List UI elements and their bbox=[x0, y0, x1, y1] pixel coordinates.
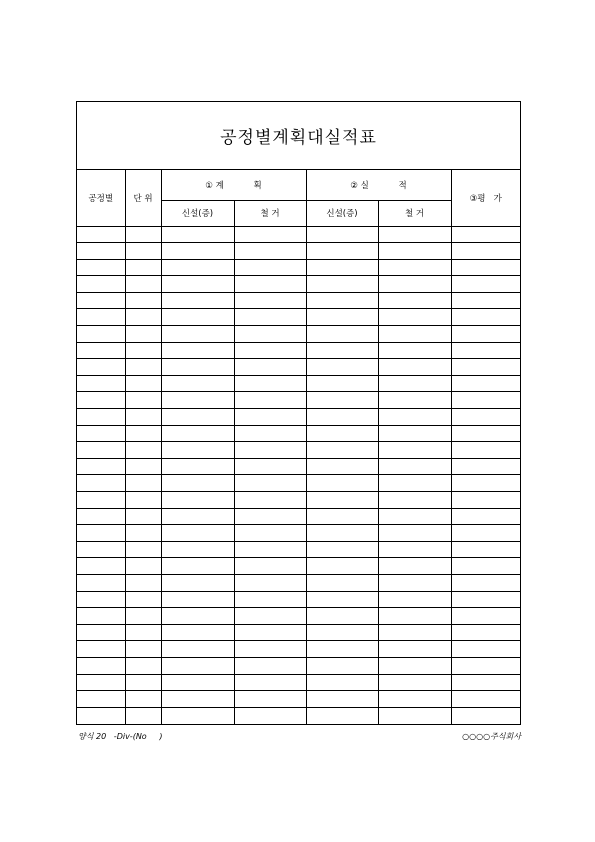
table-cell[interactable] bbox=[125, 657, 161, 674]
table-cell[interactable] bbox=[234, 309, 306, 326]
table-cell[interactable] bbox=[451, 243, 520, 260]
table-cell[interactable] bbox=[234, 442, 306, 459]
table-cell[interactable] bbox=[161, 691, 234, 708]
table-cell[interactable] bbox=[306, 425, 378, 442]
table-cell[interactable] bbox=[378, 442, 451, 459]
table-row bbox=[77, 226, 520, 243]
table-cell[interactable] bbox=[234, 409, 306, 426]
table-cell[interactable] bbox=[378, 292, 451, 309]
table-cell[interactable] bbox=[306, 641, 378, 658]
table-cell[interactable] bbox=[234, 292, 306, 309]
table-row bbox=[77, 508, 520, 525]
table-cell[interactable] bbox=[234, 276, 306, 293]
table-cell[interactable] bbox=[451, 409, 520, 426]
table-cell[interactable] bbox=[77, 657, 125, 674]
table-row bbox=[77, 392, 520, 409]
table-cell[interactable] bbox=[378, 691, 451, 708]
table-cell[interactable] bbox=[306, 342, 378, 359]
table-cell[interactable] bbox=[161, 624, 234, 641]
table-row bbox=[77, 409, 520, 426]
header-actual-new: 신설(증) bbox=[306, 200, 378, 226]
page-title: 공정별계획대실적표 bbox=[220, 128, 377, 148]
table-cell[interactable] bbox=[306, 409, 378, 426]
table-cell[interactable] bbox=[77, 591, 125, 608]
title-row bbox=[77, 102, 520, 170]
table-cell[interactable] bbox=[125, 475, 161, 492]
table-cell[interactable] bbox=[378, 541, 451, 558]
header-plan-remove: 철 거 bbox=[234, 200, 306, 226]
table-cell[interactable] bbox=[125, 674, 161, 691]
table-cell[interactable] bbox=[125, 574, 161, 591]
table-cell[interactable] bbox=[451, 508, 520, 525]
table-cell[interactable] bbox=[451, 392, 520, 409]
table-cell[interactable] bbox=[161, 309, 234, 326]
table-cell[interactable] bbox=[306, 691, 378, 708]
form-number: 양식 20 -Div-(No ) bbox=[78, 732, 163, 741]
table-cell[interactable] bbox=[161, 359, 234, 376]
table-cell[interactable] bbox=[125, 276, 161, 293]
table-cell[interactable] bbox=[378, 574, 451, 591]
table-cell[interactable] bbox=[306, 525, 378, 542]
table-cell[interactable] bbox=[77, 442, 125, 459]
table-cell[interactable] bbox=[378, 657, 451, 674]
table-row bbox=[77, 707, 520, 724]
table-cell[interactable] bbox=[234, 674, 306, 691]
table-row bbox=[77, 359, 520, 376]
table-cell[interactable] bbox=[451, 608, 520, 625]
table-cell[interactable] bbox=[451, 359, 520, 376]
table-cell[interactable] bbox=[234, 392, 306, 409]
table-cell[interactable] bbox=[306, 458, 378, 475]
table-cell[interactable] bbox=[234, 475, 306, 492]
table-cell[interactable] bbox=[378, 707, 451, 724]
header-plan: ① 계 획 bbox=[161, 170, 306, 200]
table-cell[interactable] bbox=[77, 359, 125, 376]
table-cell[interactable] bbox=[234, 243, 306, 260]
table-cell[interactable] bbox=[161, 243, 234, 260]
table-cell[interactable] bbox=[451, 375, 520, 392]
form-sheet bbox=[76, 101, 521, 725]
table-cell[interactable] bbox=[378, 458, 451, 475]
table-cell[interactable] bbox=[306, 475, 378, 492]
table-cell[interactable] bbox=[306, 259, 378, 276]
table-cell[interactable] bbox=[451, 276, 520, 293]
table-cell[interactable] bbox=[161, 425, 234, 442]
table-cell[interactable] bbox=[306, 674, 378, 691]
table-cell[interactable] bbox=[234, 458, 306, 475]
table-cell[interactable] bbox=[161, 508, 234, 525]
table-cell[interactable] bbox=[161, 475, 234, 492]
table-row bbox=[77, 591, 520, 608]
table-cell[interactable] bbox=[125, 591, 161, 608]
table-cell[interactable] bbox=[451, 574, 520, 591]
table-cell[interactable] bbox=[234, 558, 306, 575]
table-cell[interactable] bbox=[125, 326, 161, 343]
table-cell[interactable] bbox=[125, 525, 161, 542]
table-cell[interactable] bbox=[306, 392, 378, 409]
table-cell[interactable] bbox=[451, 442, 520, 459]
table-cell[interactable] bbox=[451, 492, 520, 509]
table-cell[interactable] bbox=[77, 574, 125, 591]
table-cell[interactable] bbox=[125, 226, 161, 243]
table-cell[interactable] bbox=[378, 226, 451, 243]
table-row bbox=[77, 541, 520, 558]
table-row bbox=[77, 326, 520, 343]
table-cell[interactable] bbox=[77, 292, 125, 309]
table-cell[interactable] bbox=[161, 442, 234, 459]
table-cell[interactable] bbox=[77, 392, 125, 409]
table-cell[interactable] bbox=[77, 691, 125, 708]
table-row bbox=[77, 292, 520, 309]
table-cell[interactable] bbox=[125, 691, 161, 708]
table-cell[interactable] bbox=[234, 492, 306, 509]
table-row bbox=[77, 691, 520, 708]
table-cell[interactable] bbox=[234, 657, 306, 674]
table-cell[interactable] bbox=[378, 375, 451, 392]
table-cell[interactable] bbox=[306, 492, 378, 509]
table-cell[interactable] bbox=[77, 608, 125, 625]
table-cell[interactable] bbox=[451, 326, 520, 343]
table-cell[interactable] bbox=[451, 707, 520, 724]
table-cell[interactable] bbox=[77, 475, 125, 492]
table-cell[interactable] bbox=[378, 492, 451, 509]
table-cell[interactable] bbox=[77, 425, 125, 442]
table-row bbox=[77, 608, 520, 625]
table-row bbox=[77, 624, 520, 641]
header-process: 공정별 bbox=[77, 170, 125, 226]
table-cell[interactable] bbox=[306, 292, 378, 309]
table-cell[interactable] bbox=[451, 458, 520, 475]
table-cell[interactable] bbox=[77, 508, 125, 525]
table-cell[interactable] bbox=[234, 226, 306, 243]
table-cell[interactable] bbox=[378, 641, 451, 658]
table-cell[interactable] bbox=[125, 359, 161, 376]
table-cell[interactable] bbox=[161, 409, 234, 426]
table-cell[interactable] bbox=[378, 624, 451, 641]
table-cell[interactable] bbox=[77, 525, 125, 542]
table-cell[interactable] bbox=[378, 591, 451, 608]
table-cell[interactable] bbox=[125, 442, 161, 459]
header-unit: 단 위 bbox=[125, 170, 161, 226]
table-cell[interactable] bbox=[306, 309, 378, 326]
table-cell[interactable] bbox=[451, 657, 520, 674]
table-cell[interactable] bbox=[77, 674, 125, 691]
table-cell[interactable] bbox=[378, 326, 451, 343]
table-cell[interactable] bbox=[125, 707, 161, 724]
table-cell[interactable] bbox=[161, 657, 234, 674]
table-cell[interactable] bbox=[125, 558, 161, 575]
table-cell[interactable] bbox=[451, 475, 520, 492]
table-cell[interactable] bbox=[378, 259, 451, 276]
table-cell[interactable] bbox=[161, 276, 234, 293]
table-cell[interactable] bbox=[161, 326, 234, 343]
table-body bbox=[77, 226, 520, 724]
table-row bbox=[77, 458, 520, 475]
table-cell[interactable] bbox=[77, 259, 125, 276]
table-cell[interactable] bbox=[161, 259, 234, 276]
table-cell[interactable] bbox=[125, 243, 161, 260]
table-cell[interactable] bbox=[378, 608, 451, 625]
table-cell[interactable] bbox=[451, 558, 520, 575]
table-row bbox=[77, 641, 520, 658]
table-cell[interactable] bbox=[451, 691, 520, 708]
table-cell[interactable] bbox=[125, 641, 161, 658]
table-cell[interactable] bbox=[234, 574, 306, 591]
table-row bbox=[77, 525, 520, 542]
table-row bbox=[77, 276, 520, 293]
table-cell[interactable] bbox=[378, 409, 451, 426]
table-row bbox=[77, 657, 520, 674]
table-cell[interactable] bbox=[234, 541, 306, 558]
table-cell[interactable] bbox=[378, 508, 451, 525]
table-cell[interactable] bbox=[77, 276, 125, 293]
table-row bbox=[77, 375, 520, 392]
table-cell[interactable] bbox=[125, 259, 161, 276]
table-cell[interactable] bbox=[77, 243, 125, 260]
table-cell[interactable] bbox=[234, 641, 306, 658]
table-row bbox=[77, 674, 520, 691]
table-cell[interactable] bbox=[451, 624, 520, 641]
table-cell[interactable] bbox=[306, 591, 378, 608]
table-cell[interactable] bbox=[161, 342, 234, 359]
table-cell[interactable] bbox=[378, 475, 451, 492]
table-cell[interactable] bbox=[125, 425, 161, 442]
table-cell[interactable] bbox=[77, 558, 125, 575]
table-cell[interactable] bbox=[234, 375, 306, 392]
table-cell[interactable] bbox=[125, 624, 161, 641]
table-row bbox=[77, 259, 520, 276]
table-cell[interactable] bbox=[77, 541, 125, 558]
table-cell[interactable] bbox=[378, 309, 451, 326]
table-cell[interactable] bbox=[306, 276, 378, 293]
table-cell[interactable] bbox=[125, 492, 161, 509]
table-cell[interactable] bbox=[125, 375, 161, 392]
table-cell[interactable] bbox=[125, 392, 161, 409]
table-cell[interactable] bbox=[125, 309, 161, 326]
company-name: ○○○○주식회사 bbox=[462, 732, 521, 741]
table-cell[interactable] bbox=[306, 442, 378, 459]
table-cell[interactable] bbox=[306, 375, 378, 392]
table-cell[interactable] bbox=[77, 458, 125, 475]
table-cell[interactable] bbox=[161, 492, 234, 509]
table-cell[interactable] bbox=[161, 591, 234, 608]
table-cell[interactable] bbox=[125, 458, 161, 475]
plan-vs-actual-table bbox=[77, 170, 520, 724]
table-cell[interactable] bbox=[234, 707, 306, 724]
table-cell[interactable] bbox=[77, 641, 125, 658]
table-cell[interactable] bbox=[234, 425, 306, 442]
table-cell[interactable] bbox=[378, 558, 451, 575]
table-cell[interactable] bbox=[378, 674, 451, 691]
table-cell[interactable] bbox=[77, 342, 125, 359]
table-cell[interactable] bbox=[234, 342, 306, 359]
table-cell[interactable] bbox=[378, 525, 451, 542]
table-cell[interactable] bbox=[451, 309, 520, 326]
table-cell[interactable] bbox=[451, 342, 520, 359]
table-row bbox=[77, 425, 520, 442]
header-evaluation: ③평 가 bbox=[451, 170, 520, 226]
table-cell[interactable] bbox=[378, 425, 451, 442]
table-cell[interactable] bbox=[77, 226, 125, 243]
table-cell[interactable] bbox=[451, 674, 520, 691]
table-cell[interactable] bbox=[306, 574, 378, 591]
table-cell[interactable] bbox=[161, 707, 234, 724]
header-actual-remove: 철 거 bbox=[378, 200, 451, 226]
table-row bbox=[77, 342, 520, 359]
table-cell[interactable] bbox=[306, 608, 378, 625]
table-cell[interactable] bbox=[77, 326, 125, 343]
table-cell[interactable] bbox=[161, 375, 234, 392]
table-cell[interactable] bbox=[306, 226, 378, 243]
table-cell[interactable] bbox=[161, 641, 234, 658]
table-cell[interactable] bbox=[234, 259, 306, 276]
table-cell[interactable] bbox=[306, 558, 378, 575]
table-cell[interactable] bbox=[306, 326, 378, 343]
table-cell[interactable] bbox=[306, 359, 378, 376]
table-cell[interactable] bbox=[306, 707, 378, 724]
table-cell[interactable] bbox=[234, 591, 306, 608]
table-cell[interactable] bbox=[161, 558, 234, 575]
table-cell[interactable] bbox=[234, 608, 306, 625]
table-cell[interactable] bbox=[77, 492, 125, 509]
table-cell[interactable] bbox=[77, 624, 125, 641]
table-cell[interactable] bbox=[161, 226, 234, 243]
table-cell[interactable] bbox=[378, 276, 451, 293]
table-cell[interactable] bbox=[125, 409, 161, 426]
table-cell[interactable] bbox=[125, 292, 161, 309]
table-cell[interactable] bbox=[125, 541, 161, 558]
table-cell[interactable] bbox=[451, 292, 520, 309]
table-cell[interactable] bbox=[161, 674, 234, 691]
table-cell[interactable] bbox=[77, 409, 125, 426]
table-cell[interactable] bbox=[125, 342, 161, 359]
table-cell[interactable] bbox=[234, 525, 306, 542]
table-cell[interactable] bbox=[161, 574, 234, 591]
table-cell[interactable] bbox=[77, 309, 125, 326]
table-cell[interactable] bbox=[234, 359, 306, 376]
table-row bbox=[77, 558, 520, 575]
table-cell[interactable] bbox=[234, 624, 306, 641]
table-cell[interactable] bbox=[77, 375, 125, 392]
table-cell[interactable] bbox=[451, 226, 520, 243]
table-cell[interactable] bbox=[306, 541, 378, 558]
table-cell[interactable] bbox=[161, 608, 234, 625]
table-cell[interactable] bbox=[306, 243, 378, 260]
table-cell[interactable] bbox=[378, 342, 451, 359]
table-cell[interactable] bbox=[378, 392, 451, 409]
table-row bbox=[77, 442, 520, 459]
table-cell[interactable] bbox=[234, 326, 306, 343]
table-cell[interactable] bbox=[378, 243, 451, 260]
table-cell[interactable] bbox=[161, 292, 234, 309]
table-cell[interactable] bbox=[234, 691, 306, 708]
table-cell[interactable] bbox=[451, 641, 520, 658]
table-cell[interactable] bbox=[161, 392, 234, 409]
header-actual: ② 실 적 bbox=[306, 170, 451, 200]
table-cell[interactable] bbox=[125, 508, 161, 525]
table-cell[interactable] bbox=[125, 608, 161, 625]
table-cell[interactable] bbox=[451, 591, 520, 608]
table-cell[interactable] bbox=[306, 657, 378, 674]
table-row bbox=[77, 309, 520, 326]
table-cell[interactable] bbox=[306, 624, 378, 641]
table-cell[interactable] bbox=[451, 425, 520, 442]
table-cell[interactable] bbox=[451, 525, 520, 542]
table-row bbox=[77, 475, 520, 492]
table-row bbox=[77, 574, 520, 591]
table-cell[interactable] bbox=[161, 541, 234, 558]
table-cell[interactable] bbox=[451, 541, 520, 558]
table-cell[interactable] bbox=[306, 508, 378, 525]
table-cell[interactable] bbox=[161, 525, 234, 542]
table-row bbox=[77, 492, 520, 509]
table-cell[interactable] bbox=[378, 359, 451, 376]
table-cell[interactable] bbox=[451, 259, 520, 276]
table-cell[interactable] bbox=[161, 458, 234, 475]
header-plan-new: 신설(증) bbox=[161, 200, 234, 226]
table-row bbox=[77, 243, 520, 260]
table-cell[interactable] bbox=[234, 508, 306, 525]
table-cell[interactable] bbox=[77, 707, 125, 724]
